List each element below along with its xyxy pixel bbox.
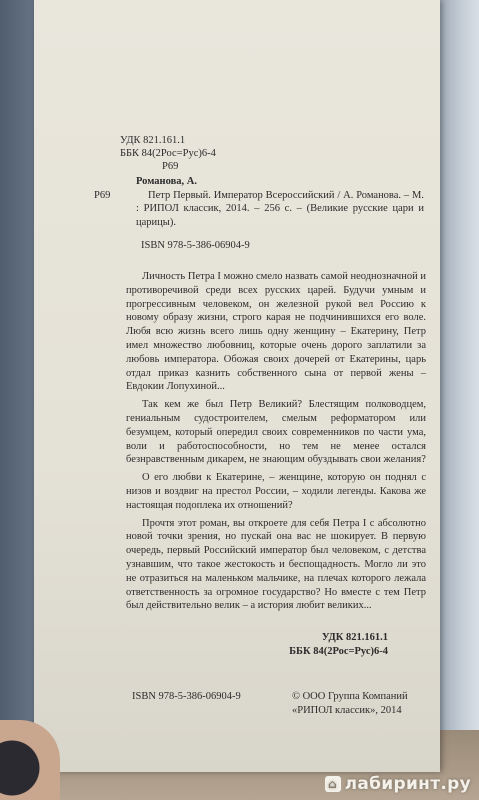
- copyright-line: «РИПОЛ классик», 2014: [292, 705, 402, 716]
- catalog-codes: [120, 134, 216, 173]
- isbn-top: ISBN 978-5-386-06904-9: [141, 240, 250, 251]
- book-page: [34, 0, 440, 772]
- footer-bbk: ББК 84(2Рос=Рус)6-4: [289, 646, 388, 657]
- annotation-paragraph: Личность Петра I можно смело назвать самой неоднозначной и противоречивой среди всех русских царей. Будучи умным и прогрессивным человеком, он железной рукой вел Россию к новому образу жизни, строго карая не подчинившихся его воле. Любя всю жизнь всего лишь одну женщину – Екатерину, Петр имел множество любовниц, которые очень дорого заплатили за любовь императора. Обожая своих дочерей от Екатерины, царь отдал приказ казнить собственного сына от первой жены – Евдокии Лопухиной...: [126, 271, 426, 393]
- record-author-mark: Р69: [94, 189, 111, 201]
- copyright-notice: [292, 690, 408, 718]
- annotation-paragraph: Прочтя этот роман, вы откроете для себя Петра I с абсолютно новой точки зрения, но пускай она вас не шокирует. В первую очередь, первый Российский император был человеком, с детства узнавшим, что такое жестокость и беспощадность. Могло ли это не отразиться на маленьком мальчике, на плечах которого лежала ответственность за огромное государство? Но вместе с тем Петр был действительно велик – а история любит великих...: [126, 517, 426, 612]
- annotation-paragraph: О его любви к Екатерине, – женщине, которую он поднял с низов и воздвиг на престол России, – ходили легенды. Какова же настоящая подоплека их отношений?: [126, 472, 426, 511]
- footer-codes: [289, 631, 388, 659]
- annotation-text: [126, 270, 426, 617]
- footer-udk: УДК 821.161.1: [321, 632, 388, 643]
- book-cover-right: [435, 0, 479, 800]
- author-mark: Р69: [162, 161, 179, 172]
- annotation-paragraph: Так кем же был Петр Великий? Блестящим полководцем, гениальным судостроителем, смелым реформатором или безумцем, который опередил своих современников по части ума, воли и работоспособности, но тем не менее остался безнравственным дикарем, не знающим обуздывать свои желания?: [126, 399, 426, 466]
- description-text: Петр Первый. Император Всероссийский / А. Романова. – М. : РИПОЛ классик, 2014. – 256 с. – (Великие русские цари и царицы).: [136, 189, 424, 228]
- bbk-code: ББК 84(2Рос=Рус)6-4: [120, 148, 216, 159]
- isbn-bottom: ISBN 978-5-386-06904-9: [132, 691, 241, 702]
- bibliographic-description: [94, 189, 424, 230]
- bibliographic-record: [94, 175, 424, 229]
- udk-code: УДК 821.161.1: [120, 135, 186, 146]
- author-name: Романова, А.: [136, 176, 197, 187]
- labirint-logo-icon: ⌂: [325, 776, 341, 792]
- watermark: [325, 774, 471, 794]
- watermark-text: лабиринт.ру: [344, 774, 471, 794]
- copyright-line: © ООО Группа Компаний: [292, 691, 408, 702]
